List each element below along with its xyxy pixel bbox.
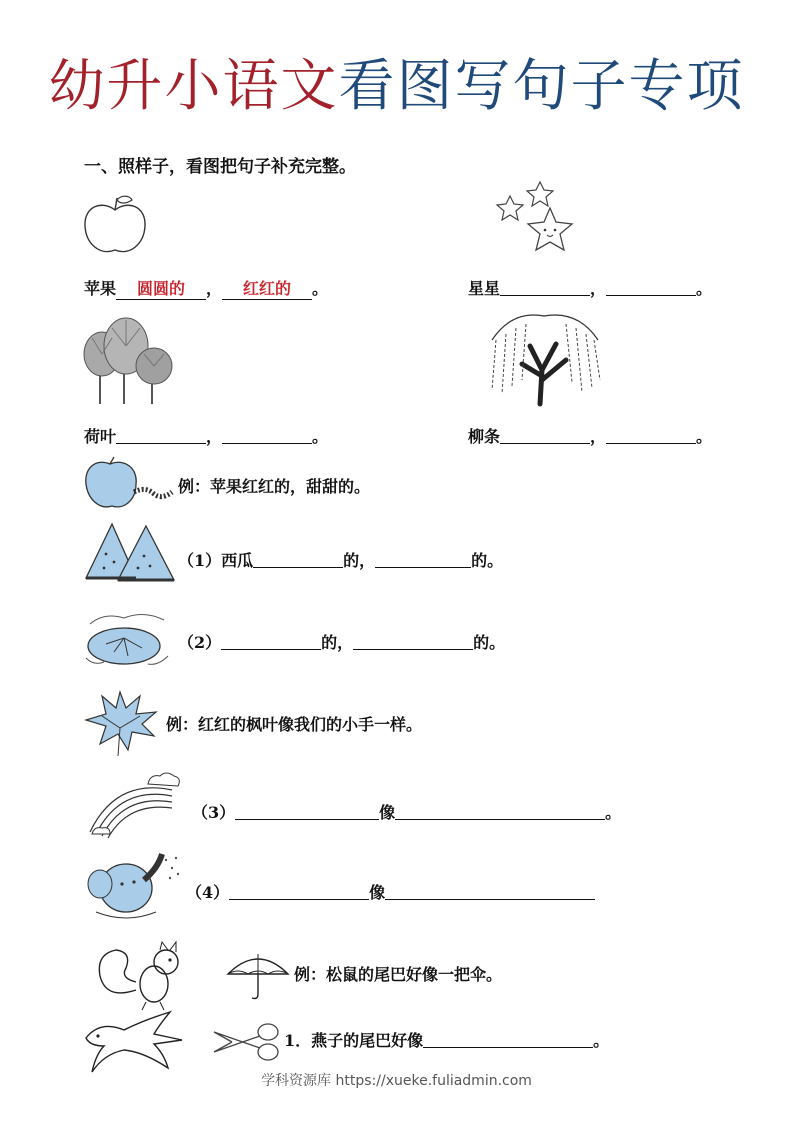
lotus-leaf-icon [82,316,182,408]
pond-icon [84,608,176,668]
swallow-icon [84,1010,184,1074]
elephant-icon [86,850,186,924]
blank-willow-2[interactable] [606,427,696,444]
q1-prefix: （1）西瓜 [178,551,254,570]
watermelon-icon [84,520,176,584]
blank-lotus-2[interactable] [222,427,312,444]
example-maple: 例：红红的枫叶像我们的小手一样。 [166,715,423,734]
q5-end: 。 [593,1031,610,1050]
umbrella-icon [226,950,292,1002]
comma: ， [206,427,223,446]
question-1 [178,548,503,571]
question-4 [186,880,595,903]
q2-prefix: （2） [178,633,222,652]
period: 。 [696,427,713,446]
answer-apple-2: 红红的 [222,276,312,300]
blank-q3-1[interactable] [235,803,379,820]
title-part-red: 幼升小语文 [48,54,339,119]
blank-stars-1[interactable] [500,279,590,296]
q2-mid: 的， [321,633,354,652]
blank-q2-1[interactable] [221,633,321,650]
scissors-icon [212,1022,282,1062]
blank-q1-1[interactable] [253,551,343,568]
q4-mid: 像 [369,883,386,902]
q1-end: 的。 [471,551,504,570]
q4-prefix: （4） [186,883,230,902]
q3-end: 。 [605,803,622,822]
question-3 [192,800,621,823]
blank-willow-1[interactable] [500,427,590,444]
apple-worm-icon [84,456,176,512]
question-5 [284,1028,609,1051]
comma: ， [590,279,607,298]
label-stars: 星星 [468,279,501,298]
comma: ， [206,279,223,298]
blank-q1-2[interactable] [375,551,471,568]
squirrel-icon [96,940,192,1012]
blank-q5[interactable] [423,1031,593,1048]
label-lotus: 荷叶 [84,427,117,446]
rainbow-icon [86,770,186,842]
sentence-apple [84,276,328,300]
example-squirrel: 例：松鼠的尾巴好像一把伞。 [294,965,503,984]
willow-tree-icon [482,310,606,406]
period: 。 [696,279,713,298]
q5-prefix: 1．燕子的尾巴好像 [284,1031,424,1050]
page-title [0,52,793,122]
title-part-blue: 看图写句子专项 [338,54,745,119]
maple-leaf-icon [84,688,164,758]
blank-stars-2[interactable] [606,279,696,296]
blank-lotus-1[interactable] [116,427,206,444]
q3-prefix: （3） [192,803,236,822]
section-heading: 一、照样子，看图把句子补充完整。 [84,157,356,177]
q2-end: 的。 [473,633,506,652]
sentence-lotus [84,424,328,447]
apple-icon [82,192,148,258]
question-2 [178,630,505,653]
comma: ， [590,427,607,446]
stars-icon [492,182,584,266]
label-apple: 苹果 [84,279,117,298]
period: 。 [312,279,329,298]
blank-q2-2[interactable] [353,633,473,650]
sentence-stars [468,276,712,299]
q1-mid: 的， [343,551,376,570]
footer-source: 学科资源库 https://xueke.fuliadmin.com [261,1073,532,1089]
period: 。 [312,427,329,446]
sentence-willow [468,424,712,447]
blank-q4-2[interactable] [385,883,595,900]
blank-q3-2[interactable] [395,803,605,820]
blank-q4-1[interactable] [229,883,369,900]
q3-mid: 像 [379,803,396,822]
label-willow: 柳条 [468,427,501,446]
example-apple: 例：苹果红红的，甜甜的。 [178,477,371,496]
answer-apple-1: 圆圆的 [116,276,206,300]
